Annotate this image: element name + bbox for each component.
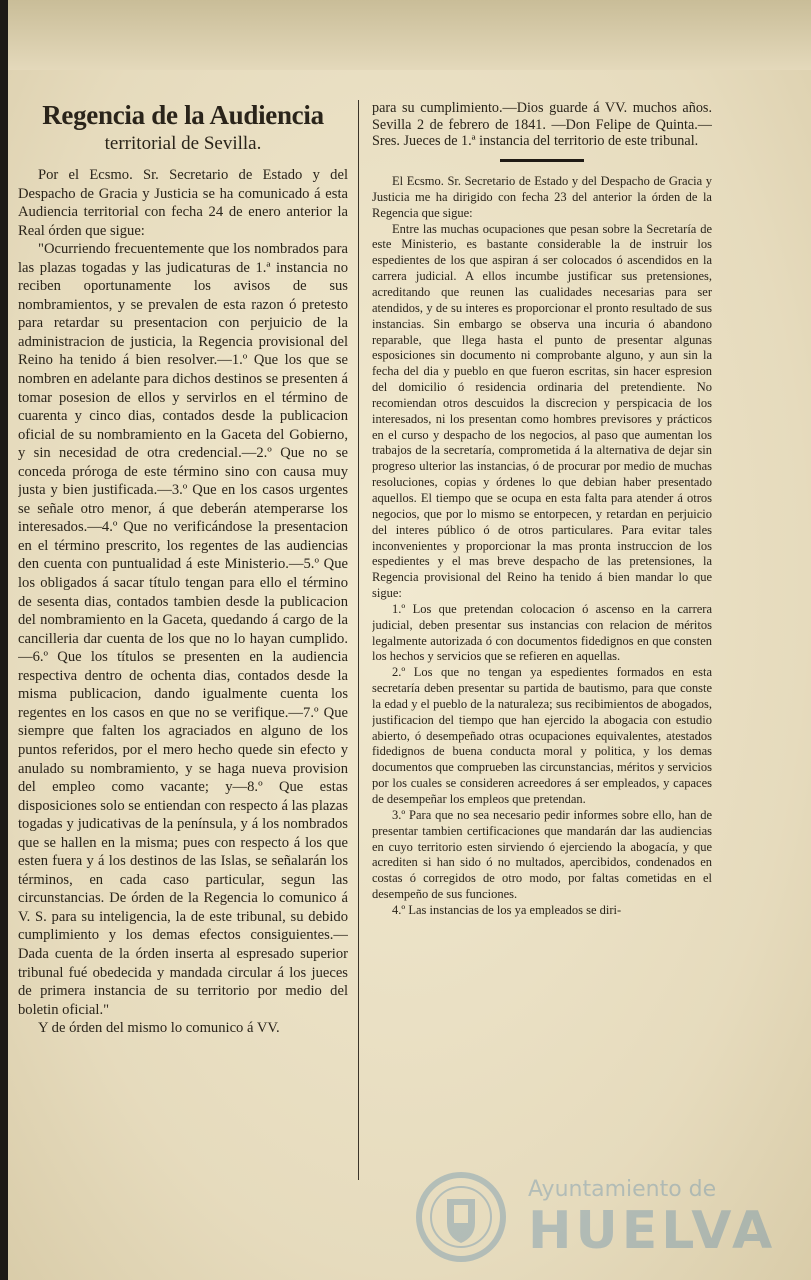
- left-paragraph-closing: Y de órden del mismo lo comunico á VV.: [38, 1020, 280, 1037]
- watermark-line-2: HUELVA: [528, 1201, 777, 1261]
- right-item-2: 2.º Los que no tengan ya espedientes formados en esta secretaría deben presentar su partida de bautismo, para que conste la edad y el pueblo de la naturaleza; sus recibimientos de abogados, justificacion del tiempo que han ejercido la abogacia con estudio abierto, ó desempeñado otras ocupaciones equivalentes, atestados fidedignos de buena conducta moral y politica, y los demas documentos que comprueben las circunstancias, méritos y servicios por los cuales se consideren acreedores á ser empleados, y capaces de desempeñar los empleos que pretendan.: [372, 665, 712, 807]
- watermark-line-1: Ayuntamiento de: [528, 1177, 717, 1202]
- right-paragraph-body: Entre las muchas ocupaciones que pesan sobre la Secretaría de este Ministerio, es bastante considerable la de instruir los espedientes de los que aspiran á ser colocados ó ascendidos en la carrera judicial. A ellos incumbe justificar sus pretensiones, acreditando que reunen las cualidades necesarias para ser atendidos, y de su interes es proporcionar el pronto resultado de sus instancias. Sin embargo se observa una incuria ó abandono reparable, que llega hasta el punto de presentar algunas esposiciones sin documento ni comprobante alguno, y aun sin la fecha del dia y pueblo en que fueron escritas, sin hacer espresion del domicilio ó residencia ordinaria del pretendiente. No recomiendan otros descuidos la discrecion y perspicacia de los interesados, ni los presentan como hombres previsores y prácticos en el curso y despacho de los negocios, al paso que aumentan los trabajos de la secretaría, comprometida á la alternativa de dejar sin progreso ulterior las instancias, ó de procurar por medio de muchas resoluciones, copias y órdenes lo que debian haber presentado aquellos. El tiempo que se ocupa en esta falta para atender á otros negocios, que por lo mismo se entorpecen, y retardan en perjuicio del interes público ó de otros particulares. Para evitar tales inconvenientes y proporcionar la mas pronta instruccion de los espedientes y el mas breve despacho de las pretensiones, la Regencia provisional del Reino ha tenido á bien mandar lo que sigue:: [372, 221, 712, 601]
- left-paragraph-order: "Ocurriendo frecuentemente que los nombrados para las plazas togadas y las judicaturas de 1.ª instancia no reciben oportunamente los avisos de sus nombramientos, y se prevalen de esta razon ó pretesto para retardar su presentacion con perjuicio de la administracion de justicia, la Regencia provisional del Reino ha tenido á bien resolver.—1.º Que los que se nombren en adelante para dichos destinos se presenten á tomar posesion de ellos y servirlos en el término de cuarenta y cinco dias, contados desde la publicacion oficial de su nombramiento en la Gaceta del Gobierno, y sin necesidad de otra credencial.—2.º Que no se conceda prórogа de este término sino con causa muy justa y bien justificada.—3.º Que en los casos urgentes se señale otro menor, á que deberán atemperarse los interesados.—4.º Que no verificándose la presentacion en el término prescrito, los regentes de las audiencias den cuenta con puntualidad á este Ministerio.—5.º Que los obligados á sacar título tengan para ello el término de sesenta dias, contados tambien desde la publicacion del nombramiento en la Gaceta, quedando á cargo de la cancilleria dar cuenta de los que no lo hayan cumplido.—6.º Que los títulos se presenten en la audiencia respectiva dentro de ochenta dias, contados desde la misma publicacion, dando igualmente cuenta los regentes en los casos en que no se verifique.—7.º Que siempre que falten los agraciados en alguno de los puntos referidos, por el mero hecho quede sin efecto y anulado su nombramiento, y se haga nueva provision del empleo como vacante; y—8.º Que estas disposiciones solo se entiendan con respecto á las plazas togadas y judicativas de la península, y á los nombrados que se hallen en la misma; pues con respecto á los que esten fuera y á los destinos de las Islas, se señalarán los términos, en cada caso particular, segun las circunstancias. De órden de la Regencia lo comunico á V. S. para su inteligencia, la de este tribunal, su debido cumplimiento y los demas efectos consiguientes.—Dada cuenta de la órden inserta al espresado superior tribunal fué obedecida y mandada circular á los jueces de primera instancia de su territorio por medio del boletin oficial.": [18, 241, 348, 1018]
- ayuntamiento-huelva-watermark: [400, 1165, 777, 1275]
- page-left-edge: [0, 0, 8, 1280]
- left-paragraph-intro: Por el Ecsmo. Sr. Secretario de Estado y del Despacho de Gracia y Justicia se ha comunicado á esta Audiencia territorial con fecha 24 de enero anterior la Real órden que sigue:: [18, 167, 348, 239]
- right-item-3: 3.º Para que no sea necesario pedir informes sobre ello, han de presentar tambien certificaciones que mandarán dar las audiencias en cuyo territorio esten sirviendo ó ejerciendo la abogacía, y que acrediten si han sido ó no multados, apercibidos, condenados en costas ó corregidos de otro modo, por faltas cometidas en el desempeño de sus funciones.: [372, 807, 712, 902]
- right-item-4: 4.º Las instancias de los ya empleados se diri-: [392, 902, 622, 917]
- city-seal-icon: [414, 1171, 509, 1263]
- article-title: Regencia de la Audiencia: [42, 100, 324, 130]
- right-paragraph-intro: El Ecsmo. Sr. Secretario de Estado y del Despacho de Gracia y Justicia me ha dirigido con fecha 23 del anterior la órden de la Regencia que sigue:: [372, 174, 712, 220]
- section-divider-rule: [500, 159, 584, 162]
- right-item-1: 1.º Los que pretendan colocacion ó ascenso en la carrera judicial, deben presentar sus instancias con relacion de méritos legalmente autorizada ó con documentos fidedignos en que consten los hechos y servicios que se refieren en aquellas.: [372, 601, 712, 664]
- left-column: [18, 100, 348, 1180]
- right-column: [372, 100, 712, 1210]
- right-paragraph-continuation: para su cumplimiento.—Dios guarde á VV. muchos años. Sevilla 2 de febrero de 1841. —Don Felipe de Quinta.—Sres. Jueces de 1.ª instancia del territorio de este tribunal.: [372, 100, 712, 150]
- article-subtitle: territorial de Sevilla.: [104, 133, 262, 154]
- page-top-shadow: [8, 0, 811, 70]
- column-divider: [358, 100, 359, 1180]
